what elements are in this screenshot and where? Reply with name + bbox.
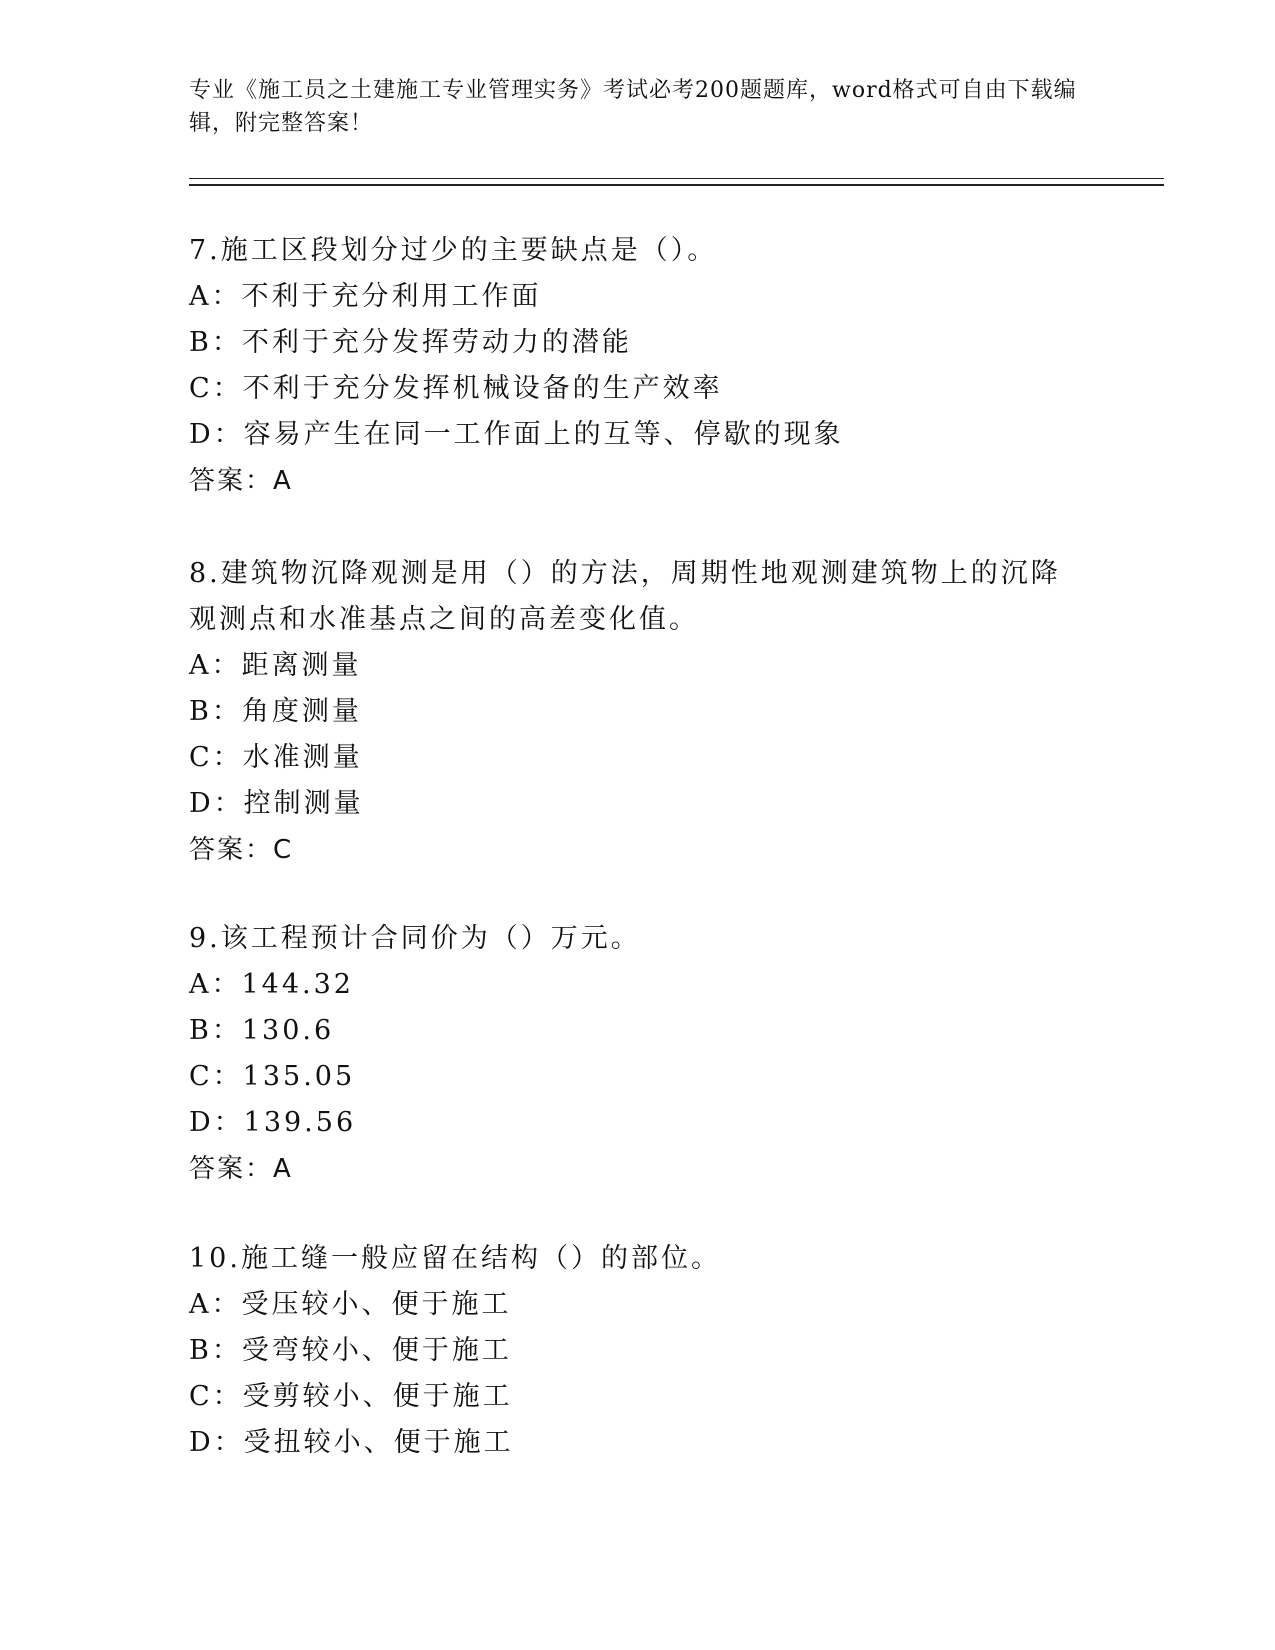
- option-b: B：受弯较小、便于施工: [189, 1335, 512, 1366]
- document-header: 专业《施工员之土建施工专业管理实务》考试必考200题题库，word格式可自由下载编辑，附完整答案！: [189, 78, 1077, 136]
- option-b: B：130.6: [189, 1015, 335, 1046]
- option-d: D：139.56: [189, 1107, 357, 1138]
- option-d: D：受扭较小、便于施工: [189, 1427, 514, 1458]
- answer-label: 答案：A: [189, 1154, 293, 1184]
- option-a: A：距离测量: [189, 650, 362, 681]
- question-stem: 9.该工程预计合同价为（）万元。: [189, 923, 641, 954]
- question-8: [189, 551, 1089, 873]
- question-9: [189, 916, 1089, 1192]
- header-divider-thick: [189, 184, 1164, 186]
- option-a: A：受压较小、便于施工: [189, 1289, 512, 1320]
- option-c: C：受剪较小、便于施工: [189, 1381, 513, 1412]
- option-d: D：容易产生在同一工作面上的互等、停歇的现象: [189, 419, 844, 450]
- answer-label: 答案：C: [189, 835, 294, 865]
- option-a: A：144.32: [189, 969, 354, 1000]
- option-d: D：控制测量: [189, 788, 364, 819]
- question-10: [189, 1236, 1089, 1466]
- option-b: B：不利于充分发挥劳动力的潜能: [189, 327, 632, 358]
- option-b: B：角度测量: [189, 696, 362, 727]
- question-7: [189, 228, 1089, 504]
- option-c: C：水准测量: [189, 742, 363, 773]
- option-c: C：135.05: [189, 1061, 356, 1092]
- option-a: A：不利于充分利用工作面: [189, 281, 542, 312]
- question-stem: 10.施工缝一般应留在结构（）的部位。: [189, 1243, 721, 1274]
- answer-label: 答案：A: [189, 466, 293, 496]
- question-stem: 8.建筑物沉降观测是用（）的方法，周期性地观测建筑物上的沉降观测点和水准基点之间的高差变化值。: [189, 558, 1061, 635]
- question-stem: 7.施工区段划分过少的主要缺点是（）。: [189, 235, 718, 266]
- header-divider-thin: [189, 178, 1164, 179]
- option-c: C：不利于充分发挥机械设备的生产效率: [189, 373, 723, 404]
